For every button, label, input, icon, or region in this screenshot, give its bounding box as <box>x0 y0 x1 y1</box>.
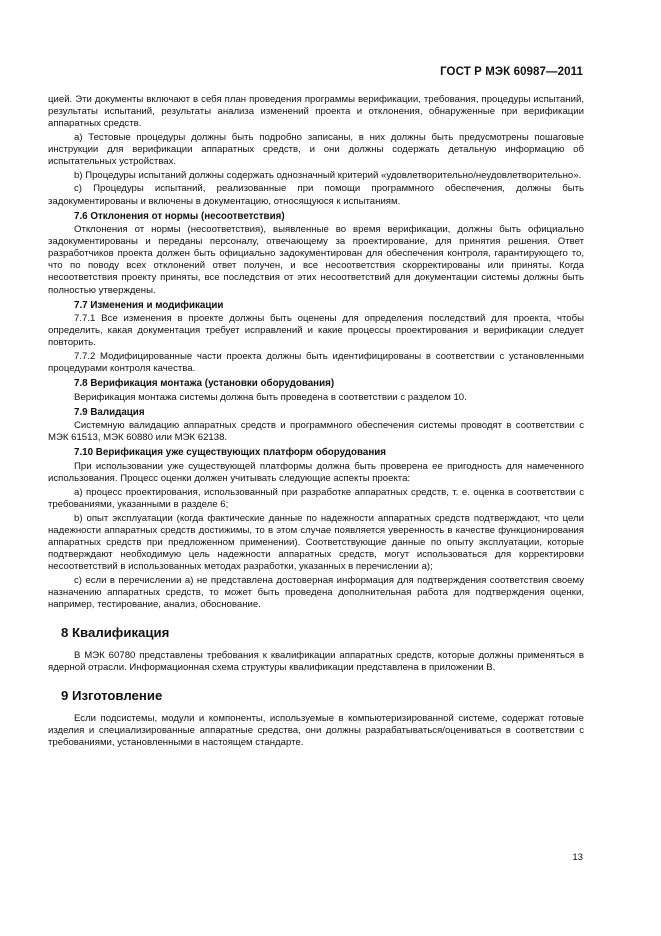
section-heading-9: 9 Изготовление <box>61 688 163 704</box>
paragraph: Верификация монтажа системы должна быть проведена в соответствии с разделом 10. <box>74 391 467 403</box>
paragraph: 7.7.2 Модифицированные части проекта должны быть идентифицированы в соответствии с установленными процедурами контроля качества. <box>48 351 584 375</box>
paragraph: 7.7.1 Все изменения в проекте должны быть оценены для определения последствий для проекта, чтобы определить, какая документация требует исправлений и какие процессы проектирования и верификации следует повторить. <box>48 313 584 349</box>
section-heading-7-6: 7.6 Отклонения от нормы (несоответствия) <box>74 210 285 222</box>
paragraph: Отклонения от нормы (несоответствия), выявленные во время верификации, должны быть официально задокументированы и переданы персоналу, отвечающему за проектирование, для принятия решения. Ответ разработчиков проекта должен быть официально задокументирован для обеспечения контроля, гарантирующего то, что по поводу всех отклонений ответ получен, и все несоответствия скорректированы или приняты. Когда несоответствия проекту приняты, все последствия от этих несоответствий для документации системы должны быть полностью утверждены. <box>48 224 584 296</box>
body-text <box>48 94 584 751</box>
page-number: 13 <box>572 852 583 863</box>
paragraph: При использовании уже существующей платформы должна быть проверена ее пригодность для намеченного использования. Процесс оценки должен учитывать следующие аспекты проекта: <box>48 460 584 485</box>
list-item-a: а) Тестовые процедуры должны быть подробно записаны, в них должны быть предусмотрены пошаговые инструкции для верификации аппаратных средств, и они должны содержать детальную информацию об испытательных устройствах. <box>48 131 584 168</box>
list-item-b: b) опыт эксплуатации (когда фактические данные по надежности аппаратных средств подтверждают, что цели надежности аппаратных средств достижимы, то в этом случае появляется уверенность в качестве функционирования аппаратных средств при предложенном применении). Соответствующие данные по опыту эксплуатации, которые подтверждают необходимую цель надежности аппаратных средств, могут использоваться для корректировки несоответствий в использованных методах разработки, указанных в перечислении а); <box>48 512 584 572</box>
list-item-c: с) Процедуры испытаний, реализованные при помощи программного обеспечения, должны быть задокументированы и включены в документацию, относящуюся к испытаниям. <box>48 183 584 207</box>
paragraph: цией. Эти документы включают в себя план проведения программы верификации, требования, процедуры испытаний, результаты испытаний, результаты анализа изменений проекта и отклонения, обнаруженные при верификации аппаратных средств. <box>48 94 584 130</box>
paragraph: Если подсистемы, модули и компоненты, используемые в компьютеризированной системе, содержат готовые изделия и специализированные аппаратные средства, они должны разрабатываться/оцениваться в соответствии с требованиями, установленными в настоящем стандарте. <box>48 713 584 749</box>
list-item-b: b) Процедуры испытаний должны содержать однозначный критерий «удовлетворительно/неудовлетворительно». <box>74 169 582 181</box>
running-header: ГОСТ Р МЭК 60987—2011 <box>440 66 583 78</box>
section-heading-7-10: 7.10 Верификация уже существующих платформ оборудования <box>74 447 387 459</box>
paragraph: В МЭК 60780 представлены требования к квалификации аппаратных средств, которые должны применяться в ядерной отрасли. Информационная схема структуры квалификации представлена в приложении В. <box>48 649 584 673</box>
section-heading-7-8: 7.8 Верификация монтажа (установки оборудования) <box>74 378 335 390</box>
section-heading-7-7: 7.7 Изменения и модификации <box>74 299 224 311</box>
paragraph: Системную валидацию аппаратных средств и программного обеспечения системы проводят в соответствии с МЭК 61513, МЭК 60880 или МЭК 62138. <box>48 420 584 444</box>
section-heading-8: 8 Квалификация <box>61 624 170 640</box>
list-item-a: а) процесс проектирования, использованный при разработке аппаратных средств, т. е. оценка в соответствии с требованиями, указанными в разделе 6; <box>48 486 584 510</box>
list-item-c: с) если в перечислении а) не представлена достоверная информация для подтверждения соответствия своему назначению аппаратных средств, то может быть проведена дополнительная работа для подтверждения оценки, например, тестирование, анализ, обоснование. <box>48 574 584 610</box>
section-heading-7-9: 7.9 Валидация <box>74 406 145 418</box>
